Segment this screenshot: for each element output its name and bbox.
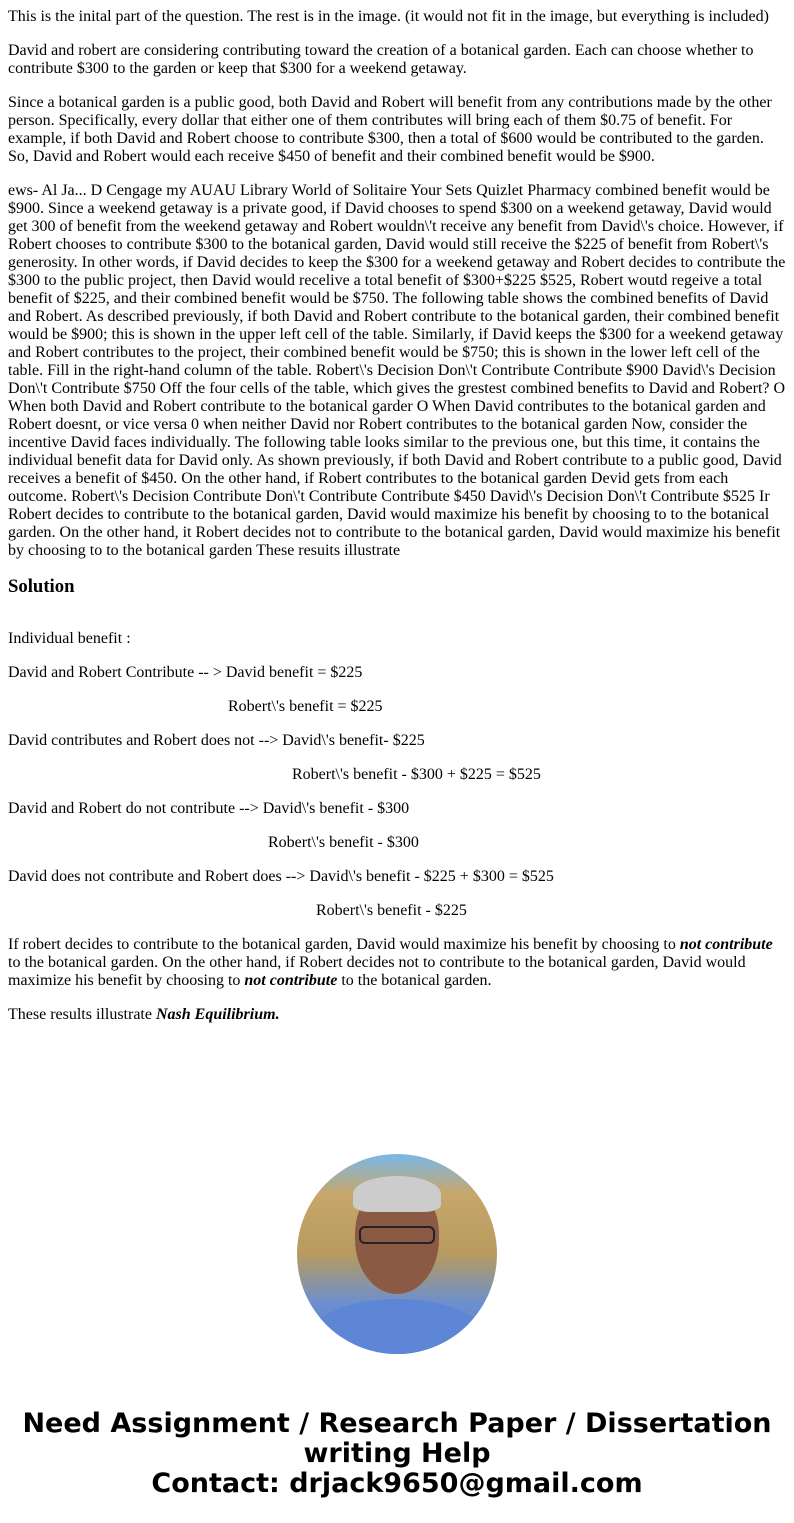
conclusion-paragraph bbox=[8, 936, 786, 990]
text: to the botanical garden. On the other hand, if Robert decides not to contribute to the botanical garden, David would maximize his benefit by choosing to bbox=[8, 954, 746, 989]
emphasis: not contribute bbox=[679, 936, 773, 953]
avatar-container bbox=[8, 1154, 786, 1359]
avatar-glasses bbox=[359, 1226, 435, 1244]
question-paragraph: David and robert are considering contributing toward the creation of a botanical garden. Each can choose whether to contribute $300 to the garden or keep that $300 for a weekend getaway. bbox=[8, 42, 754, 77]
text: to the botanical garden. bbox=[337, 972, 492, 989]
solution-line: David does not contribute and Robert does --> David\'s benefit - $225 + $300 = $525 bbox=[8, 868, 554, 885]
solution-line: David contributes and Robert does not --> David\'s benefit- $225 bbox=[8, 732, 425, 749]
text: If robert decides to contribute to the botanical garden, David would maximize his benefit by choosing to bbox=[8, 936, 680, 953]
solution-line: David and Robert do not contribute --> David\'s benefit - $300 bbox=[8, 800, 410, 817]
footer-contact: Contact: drjack9650@gmail.com bbox=[151, 1468, 643, 1499]
solution-line: Robert\'s benefit = $225 bbox=[228, 698, 383, 715]
solution-line: Individual benefit : bbox=[8, 630, 131, 647]
final-paragraph bbox=[8, 1006, 786, 1024]
avatar-hair bbox=[353, 1176, 441, 1212]
solution-line: Robert\'s benefit - $300 bbox=[268, 834, 419, 851]
question-section bbox=[8, 8, 786, 560]
emphasis: Nash Equilibrium. bbox=[155, 1006, 280, 1023]
solution-section bbox=[8, 578, 786, 1024]
emphasis: not contribute bbox=[244, 972, 338, 989]
question-paragraph: ews- Al Ja... D Cengage my AUAU Library World of Solitaire Your Sets Quizlet Pharmacy combined benefit would be $900. Since a weekend getaway is a private good, if David chooses to spend $300 on a weekend getaway, David would get 300 of benefit from the weekend getaway and Robert wouldn\'t receive any benefit from David\'s choice. However, if Robert chooses to contribute $300 to the botanical garden, David would still receive the $225 of benefit from Robert\'s generosity. In other words, if David decides to keep the $300 for a weekend getaway and Robert decides to contribute the $300 to the public project, then David would recelive a total benefit of $300+$225 $525, Robert woutd regeive a total benefit of $225, and their combined benefit would be $750. The following table shows the combined benefits of David and Robert. As described previously, if both David and Robert contribute to the botanical garden, their combined benefit would be $900; this is shown in the upper left cell of the table. Similarly, if David keeps the $300 for a weekend getaway and Robert contributes to the project, their combined benefit would be $750; this is shown in the lower left cell of the table. Fill in the right-hand column of the table. Robert\'s Decision Don\'t Contribute Contribute $900 David\'s Decision Don\'t Contribute $750 Off the four cells of the table, which gives the grestest combined benefits to David and Robert? O When both David and Robert contribute to the botanical garder O When David contributes to the botanical garden and Robert doesnt, or vice versa 0 when neither David nor Robert contributes to the botanical garden Now, consider the incentive David faces individually. The following table looks similar to the previous one, but this time, it contains the individual benefit data for David only. As shown previously, if both David and Robert contribute to a public good, David receives a benefit of $450. On the other hand, if Robert contributes to the botanical garden Devid gets from each outcome. Robert\'s Decision Contribute Don\'t Contribute Contribute $450 David\'s Decision Don\'t Contribute $525 Ir Robert decides to contribute to the botanical garden, David would maximize his benefit by choosing to to the botanical garden. On the other hand, it Robert decides not to contribute to the botanical garden, David would maximize his benefit by choosing to to the botanical garden These resuits illustrate bbox=[8, 182, 786, 559]
solution-heading: Solution bbox=[8, 576, 75, 597]
footer-line: Need Assignment / Research Paper / Dissertation writing Help bbox=[22, 1408, 772, 1469]
author-avatar bbox=[297, 1154, 497, 1354]
avatar-shirt bbox=[307, 1299, 487, 1354]
footer-banner bbox=[8, 1409, 786, 1499]
question-paragraph: Since a botanical garden is a public good, both David and Robert will benefit from any contributions made by the other person. Specifically, every dollar that either one of them contributes will bring each of them $0.75 of benefit. For example, if both David and Robert choose to contribute $300, then a total of $600 would be contributed to the garden. So, David and Robert would each receive $450 of benefit and their combined benefit would be $900. bbox=[8, 94, 772, 165]
solution-line: Robert\'s benefit - $300 + $225 = $525 bbox=[292, 766, 541, 783]
intro-text: This is the inital part of the question. The rest is in the image. (it would not fit in the image, but everything is included) bbox=[8, 8, 769, 25]
solution-line: Robert\'s benefit - $225 bbox=[316, 902, 467, 919]
text: These results illustrate bbox=[8, 1006, 156, 1023]
solution-line: David and Robert Contribute -- > David benefit = $225 bbox=[8, 664, 363, 681]
